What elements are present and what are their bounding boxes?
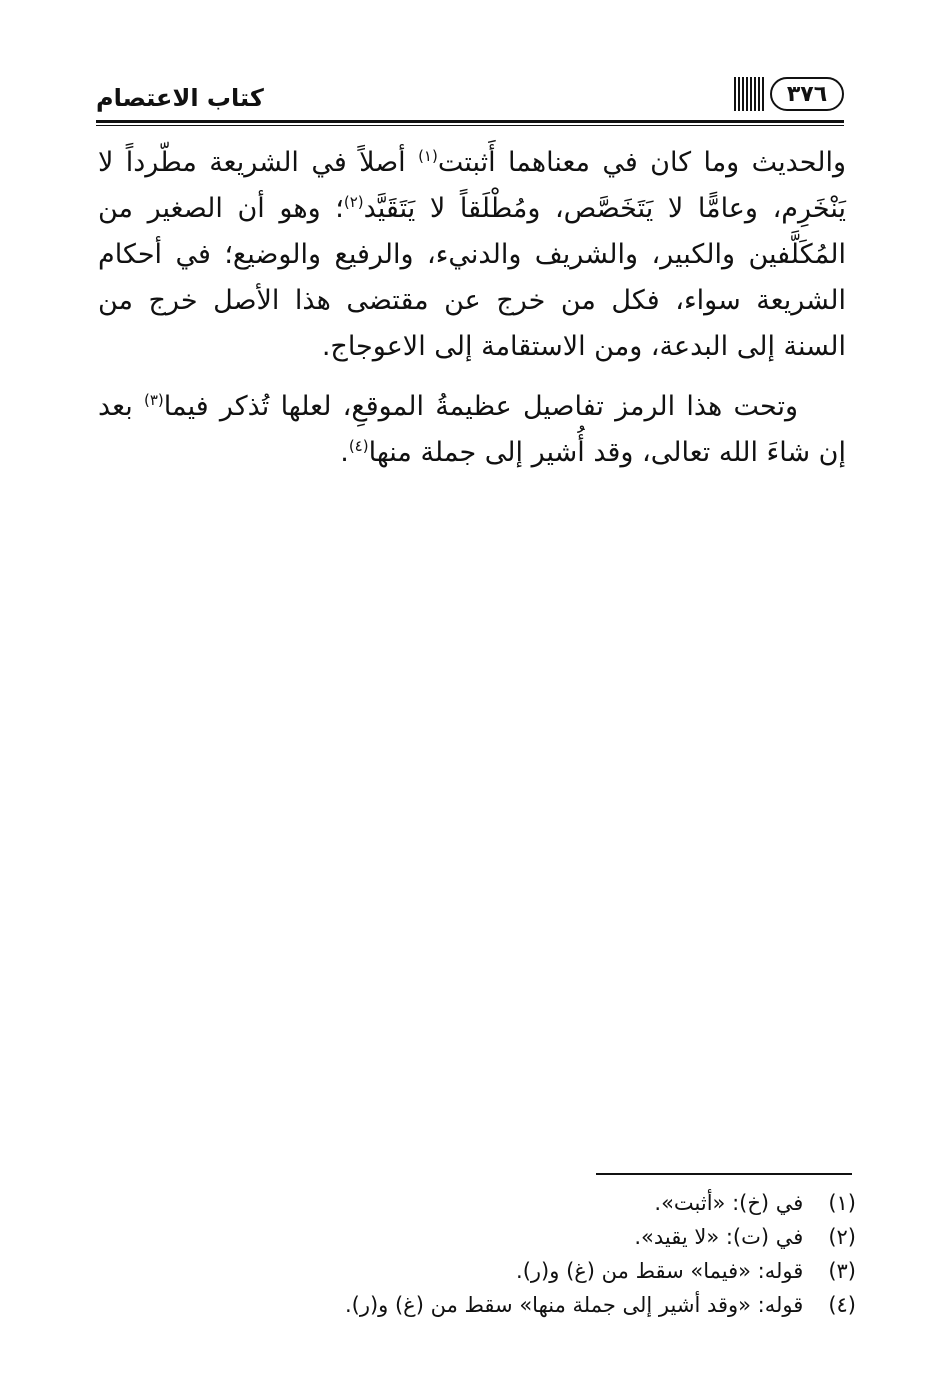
footnote-number: (٤)	[828, 1293, 856, 1317]
footnote-ref-3[interactable]: (٣)	[143, 391, 164, 409]
footnote-text: في (ت): «لا يقيد».	[634, 1225, 804, 1249]
footnote-4	[96, 1288, 856, 1322]
footnote-3	[96, 1254, 856, 1288]
footnote-separator	[596, 1173, 852, 1175]
page-number-badge	[724, 74, 844, 114]
footnote-number: (٣)	[828, 1259, 856, 1283]
footnote-text: قوله: «فيما» سقط من (غ) و(ر).	[516, 1259, 804, 1283]
footnote-2	[96, 1220, 856, 1254]
footnote-ref-1[interactable]: (١)	[418, 147, 438, 165]
book-title: كتاب الاعتصام	[96, 84, 264, 112]
paragraph-text: .	[340, 437, 349, 468]
header-rule-thin	[96, 125, 844, 126]
footnote-number: (١)	[828, 1191, 856, 1215]
footnote-ref-4[interactable]: (٤)	[348, 437, 369, 455]
footnote-1	[96, 1186, 856, 1220]
paragraph-text: وتحت هذا الرمز تفاصيل عظيمةُ الموقعِ، لعلها تُذكر فيما	[163, 391, 799, 422]
paragraph-2	[98, 384, 846, 476]
paragraph-text: أصلاً في الشريعة مطّرداً لا يَنْخَرِم، وعامًّا لا يَتَخَصَّص، ومُطْلَقاً لا يَتَقَيَّد	[98, 147, 846, 224]
paragraph-text: والحديث وما كان في معناهما أَثبتت	[437, 147, 846, 178]
header-rule	[96, 120, 844, 123]
main-text	[98, 140, 846, 490]
footnote-text: في (خ): «أثبت».	[654, 1191, 804, 1215]
footnote-text: قوله: «وقد أشير إلى جملة منها» سقط من (غ) و(ر).	[344, 1293, 804, 1317]
footnote-number: (٢)	[828, 1225, 856, 1249]
ornament-bars	[734, 77, 764, 111]
page-header	[96, 70, 844, 124]
page-number: ٣٧٦	[770, 77, 844, 111]
paragraph-text: بعد إن شاءَ الله تعالى، وقد أُشير إلى جملة منها	[98, 391, 846, 468]
paragraph-1	[98, 140, 846, 370]
paragraph-text: ؛ وهو أن الصغير من المُكَلَّفين والكبير، والشريف والدنيء، والرفيع والوضيع؛ في أحكام الشريعة سواء، فكل من خرج عن مقتضى هذا الأصل خرج من السنة إلى البدعة، ومن الاستقامة إلى الاعوجاج.	[98, 193, 846, 362]
footnote-ref-2[interactable]: (٢)	[343, 193, 364, 211]
footnotes	[96, 1186, 856, 1322]
